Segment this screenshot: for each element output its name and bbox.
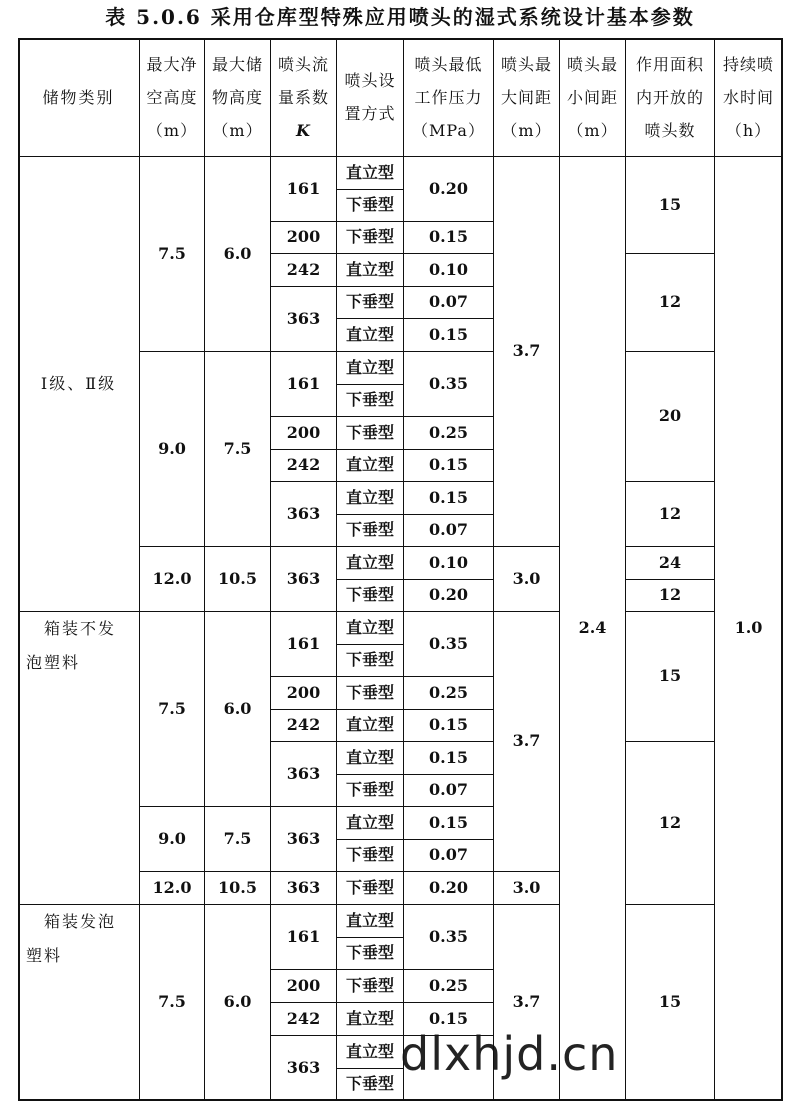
k-factor-cell: 242 [286, 1008, 321, 1028]
installation-cell: 下垂型 [345, 877, 394, 897]
header-duration: 持续喷 水时间 （h） [722, 54, 774, 140]
row-divider [139, 351, 493, 352]
open-heads-cell: 12 [658, 503, 682, 523]
installation-cell: 下垂型 [345, 195, 394, 215]
open-heads-cell: 12 [658, 292, 682, 312]
installation-cell: 直立型 [345, 715, 394, 735]
header-max-spacing: 喷头最 大间距 （m） [500, 54, 552, 140]
pressure-cell: 0.10 [429, 259, 468, 279]
installation-cell: 直立型 [345, 747, 394, 767]
pressure-cell: 0.07 [429, 780, 468, 800]
column-divider [403, 38, 404, 1100]
installation-cell: 下垂型 [345, 682, 394, 702]
k-factor-cell: 242 [286, 259, 321, 279]
open-heads-cell: 15 [658, 992, 682, 1012]
open-heads-cell: 15 [658, 666, 682, 686]
installation-cell: 下垂型 [345, 650, 394, 670]
row-divider [625, 579, 714, 580]
clear-height-cell: 9.0 [158, 438, 186, 458]
row-divider [18, 611, 493, 612]
row-divider [625, 904, 714, 905]
installation-cell: 下垂型 [345, 780, 394, 800]
installation-cell: 直立型 [345, 487, 394, 507]
header-divider [18, 156, 782, 157]
k-factor-cell: 242 [286, 455, 321, 475]
installation-cell: 直立型 [345, 259, 394, 279]
header-storage-height: 最大储 物高度 （m） [211, 54, 263, 140]
row-divider [270, 253, 493, 254]
row-divider [18, 904, 493, 905]
clear-height-cell: 12.0 [152, 568, 192, 588]
installation-cell: 直立型 [345, 617, 394, 637]
storage-height-cell: 10.5 [218, 877, 257, 897]
column-divider [714, 38, 715, 1100]
k-factor-cell: 363 [286, 763, 321, 783]
row-divider [336, 189, 403, 190]
table-border [18, 38, 782, 40]
pressure-cell: 0.25 [429, 975, 468, 995]
open-heads-cell: 12 [658, 585, 682, 605]
installation-cell: 下垂型 [345, 520, 394, 540]
storage-height-cell: 10.5 [218, 568, 257, 588]
pressure-cell: 0.15 [429, 747, 468, 767]
k-factor-cell: 161 [286, 926, 321, 946]
k-factor-cell: 363 [286, 568, 321, 588]
k-factor-cell: 363 [286, 877, 321, 897]
open-heads-cell: 20 [658, 406, 682, 426]
installation-cell: 下垂型 [345, 585, 394, 605]
watermark: dlxhjd.cn [400, 1027, 619, 1081]
row-divider [336, 1068, 403, 1069]
open-heads-cell: 15 [658, 194, 682, 214]
column-divider [204, 38, 205, 1100]
installation-cell: 下垂型 [345, 943, 394, 963]
pressure-cell: 0.10 [429, 552, 468, 572]
row-divider [270, 286, 493, 287]
k-factor-cell: 200 [286, 422, 321, 442]
column-divider [625, 38, 626, 1100]
max-spacing-cell: 3.7 [512, 992, 541, 1012]
max-spacing-cell: 3.0 [512, 568, 541, 588]
table-border [18, 1099, 782, 1101]
max-spacing-cell: 3.7 [512, 731, 541, 751]
k-factor-cell: 363 [286, 828, 321, 848]
pressure-cell: 0.25 [429, 422, 468, 442]
pressure-cell: 0.15 [429, 812, 468, 832]
k-factor-cell: 363 [286, 503, 321, 523]
installation-cell: 直立型 [345, 1041, 394, 1061]
pressure-cell: 0.20 [429, 877, 468, 897]
column-divider [559, 38, 560, 1100]
row-divider [493, 611, 559, 612]
column-divider [270, 38, 271, 1100]
installation-cell: 直立型 [345, 324, 394, 344]
max-spacing-cell: 3.7 [512, 341, 541, 361]
pressure-cell: 0.15 [429, 715, 468, 735]
open-heads-cell: 12 [658, 812, 682, 832]
open-heads-cell: 24 [658, 552, 682, 572]
pressure-cell: 0.20 [429, 585, 468, 605]
row-divider [270, 481, 493, 482]
row-divider [625, 253, 714, 254]
header-min-spacing: 喷头最 小间距 （m） [566, 54, 618, 140]
row-divider [625, 481, 714, 482]
header-open-heads: 作用面积 内开放的 喷头数 [635, 54, 704, 140]
pressure-cell: 0.07 [429, 292, 468, 312]
clear-height-cell: 7.5 [158, 992, 186, 1012]
pressure-cell: 0.07 [429, 520, 468, 540]
pressure-cell: 0.15 [429, 227, 468, 247]
row-divider [336, 937, 403, 938]
pressure-cell: 0.15 [429, 1008, 468, 1028]
column-divider [139, 38, 140, 1100]
storage-height-cell: 6.0 [223, 243, 252, 263]
category-expanded-plastic: 箱装发泡 塑料 [26, 912, 117, 965]
row-divider [270, 969, 493, 970]
header-min-pressure: 喷头最低 工作压力 （MPa） [412, 54, 485, 140]
installation-cell: 下垂型 [345, 1074, 394, 1094]
parameter-table [18, 38, 782, 1100]
clear-height-cell: 9.0 [158, 828, 186, 848]
clear-height-cell: 12.0 [152, 877, 192, 897]
installation-cell: 下垂型 [345, 227, 394, 247]
storage-height-cell: 7.5 [223, 438, 252, 458]
installation-cell: 直立型 [345, 812, 394, 832]
pressure-cell: 0.25 [429, 682, 468, 702]
k-factor-cell: 363 [286, 1057, 321, 1077]
installation-cell: 下垂型 [345, 292, 394, 312]
header-clear-height: 最大净 空高度 （m） [146, 54, 198, 140]
k-factor-cell: 200 [286, 682, 321, 702]
row-divider [493, 904, 559, 905]
header-category: 储物类别 [42, 87, 115, 107]
row-divider [139, 871, 493, 872]
row-divider [336, 774, 493, 775]
row-divider [336, 839, 493, 840]
pressure-cell: 0.35 [429, 633, 468, 653]
row-divider [493, 546, 559, 547]
k-factor-cell: 161 [286, 633, 321, 653]
installation-cell: 下垂型 [345, 975, 394, 995]
pressure-cell: 0.15 [429, 455, 468, 475]
row-divider [270, 676, 493, 677]
row-divider [270, 449, 493, 450]
table-border [781, 38, 783, 1101]
category-unexpanded-plastic: 箱装不发 泡塑料 [26, 619, 117, 672]
category-class-1-2: Ⅰ级、Ⅱ级 [40, 373, 117, 393]
row-divider [336, 318, 493, 319]
row-divider [493, 871, 559, 872]
row-divider [336, 579, 493, 580]
pressure-cell: 0.07 [429, 845, 468, 865]
storage-height-cell: 6.0 [223, 698, 252, 718]
table-caption: 表 5.0.6 采用仓库型特殊应用喷头的湿式系统设计基本参数 [105, 5, 695, 29]
row-divider [270, 1002, 493, 1003]
pressure-cell: 0.20 [429, 178, 468, 198]
clear-height-cell: 7.5 [158, 698, 186, 718]
max-spacing-cell: 3.0 [512, 877, 541, 897]
clear-height-cell: 7.5 [158, 243, 186, 263]
pressure-cell: 0.15 [429, 487, 468, 507]
installation-cell: 下垂型 [345, 845, 394, 865]
k-factor-cell: 200 [286, 975, 321, 995]
row-divider [270, 221, 493, 222]
column-divider [336, 38, 337, 1100]
installation-cell: 直立型 [345, 552, 394, 572]
pressure-cell: 0.15 [429, 324, 468, 344]
row-divider [336, 384, 403, 385]
pressure-cell: 0.35 [429, 926, 468, 946]
k-factor-cell: 161 [286, 373, 321, 393]
row-divider [270, 416, 493, 417]
row-divider [139, 546, 493, 547]
installation-cell: 直立型 [345, 455, 394, 475]
row-divider [336, 514, 493, 515]
installation-cell: 下垂型 [345, 422, 394, 442]
row-divider [625, 546, 714, 547]
row-divider [270, 741, 493, 742]
k-factor-cell: 200 [286, 227, 321, 247]
header-installation: 喷头设 置方式 [344, 71, 396, 123]
table-border [18, 38, 20, 1101]
storage-height-cell: 6.0 [223, 992, 252, 1012]
column-divider [493, 38, 494, 1100]
k-factor-cell: 161 [286, 178, 321, 198]
k-factor-cell: 363 [286, 308, 321, 328]
row-divider [336, 644, 403, 645]
storage-height-cell: 7.5 [223, 828, 252, 848]
installation-cell: 直立型 [345, 162, 394, 182]
row-divider [625, 741, 714, 742]
k-factor-cell: 242 [286, 715, 321, 735]
header-k-factor: 喷头流 量系数 K [277, 54, 329, 140]
installation-cell: 下垂型 [345, 390, 394, 410]
row-divider [625, 351, 714, 352]
min-spacing-cell: 2.4 [578, 618, 607, 638]
installation-cell: 直立型 [345, 357, 394, 377]
installation-cell: 直立型 [345, 1008, 394, 1028]
row-divider [625, 611, 714, 612]
installation-cell: 直立型 [345, 910, 394, 930]
pressure-cell: 0.35 [429, 373, 468, 393]
row-divider [139, 806, 493, 807]
row-divider [270, 709, 493, 710]
duration-cell: 1.0 [734, 618, 763, 638]
